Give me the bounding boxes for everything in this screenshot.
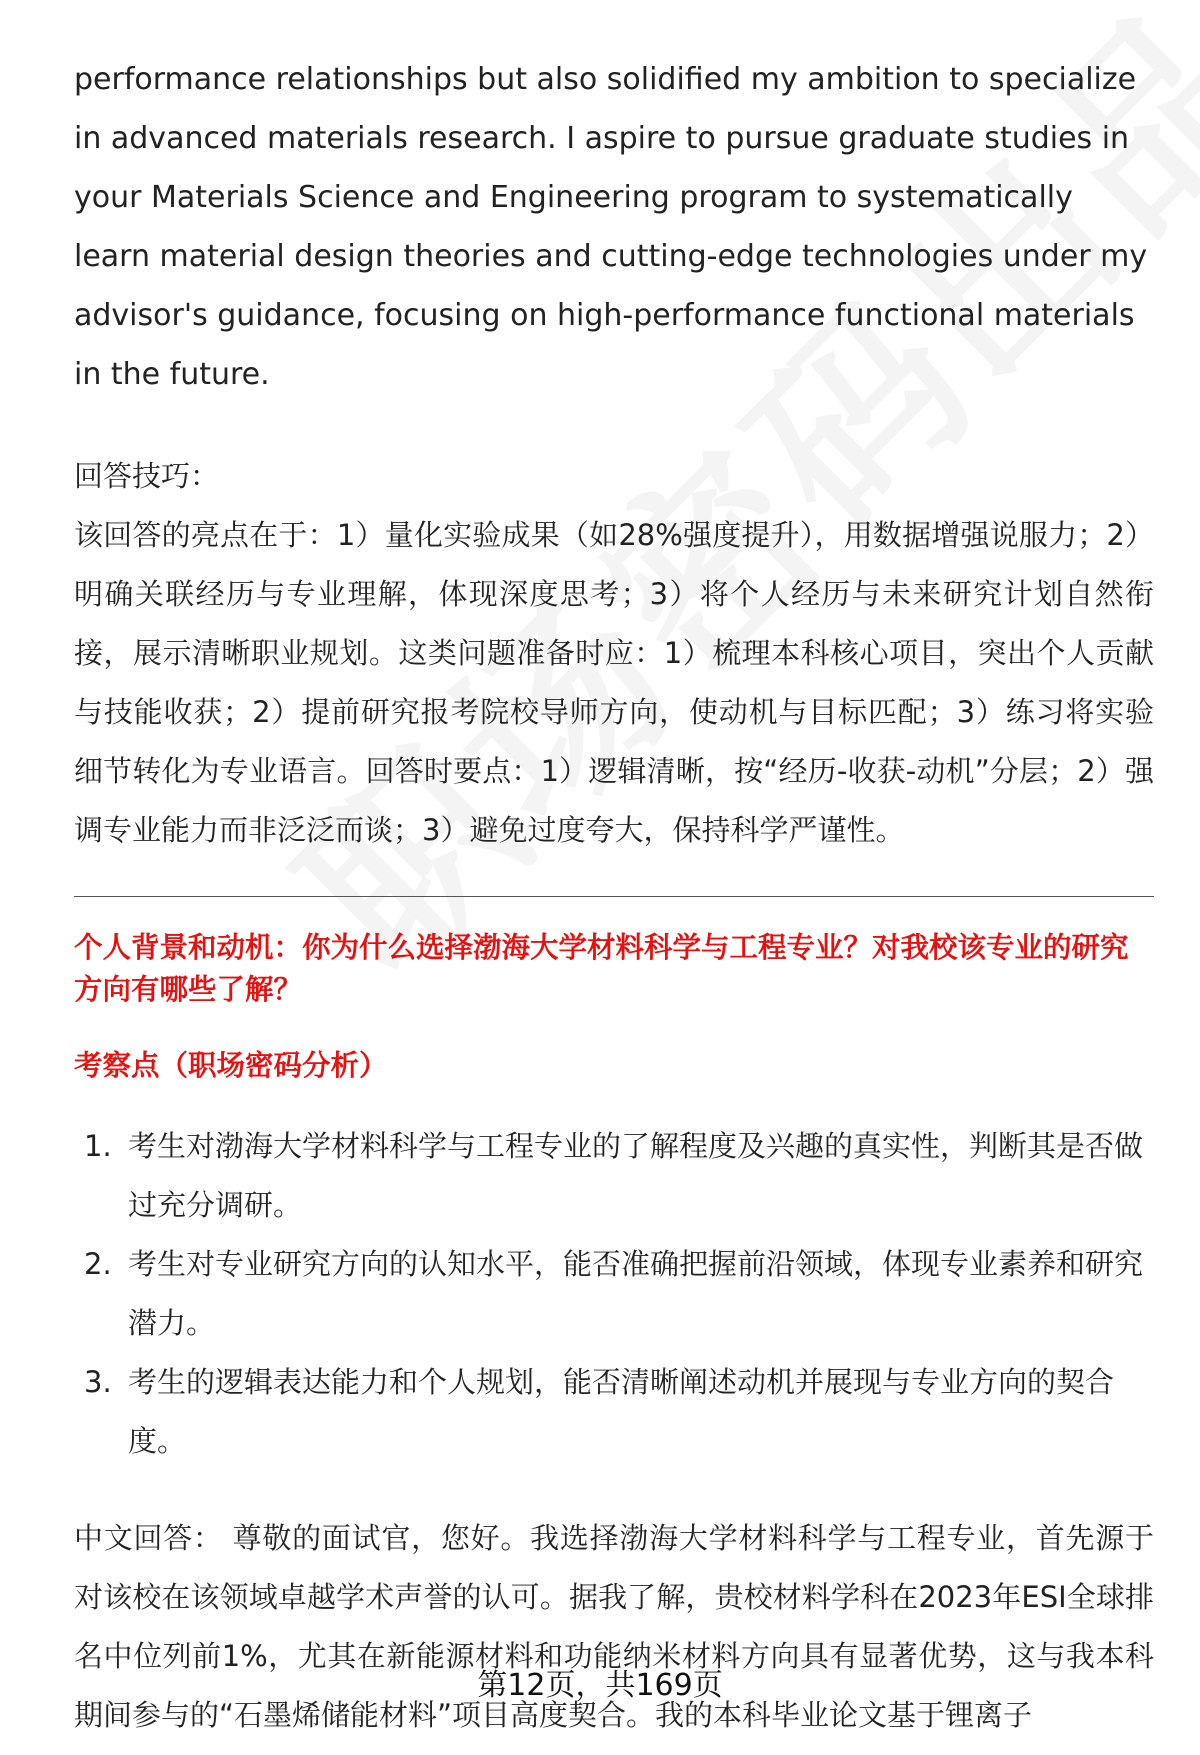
list-item-number: 2.	[84, 1247, 112, 1281]
list-item	[74, 1235, 1154, 1353]
list-item-number: 3.	[84, 1365, 112, 1399]
tips-section	[74, 447, 1154, 860]
assessment-points-list	[74, 1117, 1154, 1471]
page-content	[74, 50, 1154, 1745]
chinese-answer: 中文回答： 尊敬的面试官，您好。我选择渤海大学材料科学与工程专业，首先源于对该校在该领域卓越学术声誉的认可。据我了解，贵校材料学科在2023年ESI全球排名中位列前1%，尤其在新能源材料和功能纳米材料方向具有显著优势，这与我本科期间参与的“石墨烯储能材料”项目高度契合。我的本科毕业论文基于锂离子	[74, 1521, 1154, 1732]
tips-heading: 回答技巧：	[74, 459, 220, 493]
question-title: 个人背景和动机：你为什么选择渤海大学材料科学与工程专业？对我校该专业的研究方向有哪些了解？	[74, 931, 1129, 1006]
list-item-text: 考生对渤海大学材料科学与工程专业的了解程度及兴趣的真实性，判断其是否做过充分调研。	[128, 1129, 1144, 1222]
question-section	[74, 927, 1154, 1745]
intro-paragraph: performance relationships but also solidified my ambition to specialize in advanced materials research. I aspire to pursue graduate studies in your Materials Science and Engineering program to systematically learn material design theories and cutting-edge technologies under my advisor's guidance, focusing on high-performance functional materials in the future.	[74, 62, 1148, 392]
list-item-text: 考生对专业研究方向的认知水平，能否准确把握前沿领域，体现专业素养和研究潜力。	[128, 1247, 1144, 1340]
list-item-text: 考生的逻辑表达能力和个人规划，能否清晰阐述动机并展现与专业方向的契合度。	[128, 1365, 1115, 1458]
question-subtitle: 考察点（职场密码分析）	[74, 1049, 388, 1082]
list-item	[74, 1117, 1154, 1235]
section-divider	[74, 896, 1154, 897]
tips-body: 该回答的亮点在于：1）量化实验成果（如28%强度提升），用数据增强说服力；2）明确关联经历与专业理解，体现深度思考；3）将个人经历与未来研究计划自然衔接，展示清晰职业规划。这类问题准备时应：1）梳理本科核心项目，突出个人贡献与技能收获；2）提前研究报考院校导师方向，使动机与目标匹配；3）练习将实验细节转化为专业语言。回答时要点：1）逻辑清晰，按“经历-收获-动机”分层；2）强调专业能力而非泛泛而谈；3）避免过度夸大，保持科学严谨性。	[74, 518, 1154, 847]
list-item	[74, 1353, 1154, 1471]
page-number-footer: 第12页，共169页	[477, 1668, 723, 1703]
list-item-number: 1.	[84, 1129, 112, 1163]
